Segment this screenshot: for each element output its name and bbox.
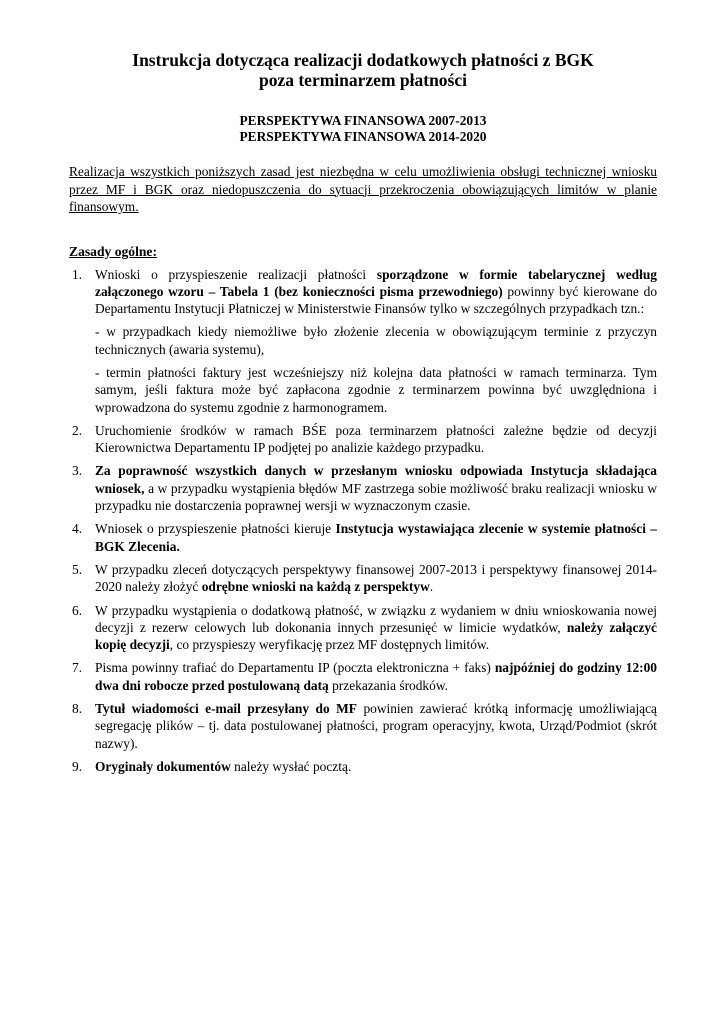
rule-text-part: Wniosek o przyspieszenie płatności kieruje: [95, 521, 336, 537]
rule-text: [95, 659, 657, 694]
rule-number: 2.: [72, 422, 83, 438]
rule-number: 6.: [72, 602, 83, 618]
rule-text-part: W przypadku wystąpienia o dodatkową płatność, w związku z wydaniem w dniu wnioskowania nowej decyzji z rezerw celowych lub dokonania innych przesunięć w limicie wydatków,: [95, 602, 657, 635]
rule-text: [95, 266, 657, 318]
rule-emphasis: Instytucja wystawiająca zlecenie w systemie płatności – BGK Zlecenia.: [95, 521, 657, 554]
rule-text: [95, 422, 657, 457]
rule-text: [95, 561, 657, 596]
rule-number: 1.: [72, 266, 83, 282]
title-line-2: poza terminarzem płatności: [258, 70, 467, 90]
rule-text-part: powinien zawierać krótką informację umożliwiającą segregację plików – tj. data postulowanej płatności, program operacyjny, kwota, Urząd/Podmiot (skrót nazwy).: [95, 701, 657, 751]
rule-number: 9.: [72, 758, 83, 774]
rule-number: 5.: [72, 561, 83, 577]
rule-text-part: Uruchomienie środków w ramach BŚE poza terminarzem płatności zależne będzie od decyzji Kierownictwa Departamentu IP podjętej po analizie każdego przypadku.: [95, 422, 657, 456]
rule-emphasis: najpóźniej do godziny 12:00 dwa dni robocze przed postulowaną datą: [95, 660, 657, 693]
rule-text-part: Pisma powinny trafiać do Departamentu IP (poczta elektroniczna + faks): [95, 660, 495, 676]
section-heading: Zasady ogólne:: [69, 243, 157, 259]
rule-number: 3.: [72, 463, 83, 479]
rule-item-4: [69, 520, 657, 555]
subtitle-line-1: PERSPEKTYWA FINANSOWA 2007-2013: [239, 113, 487, 128]
intro-paragraph: Realizacja wszystkich poniższych zasad jest niezbędna w celu umożliwienia obsługi technicznej wniosku przez MF i BGK oraz niedopuszczenia do sytuacji przekroczenia obowiązujących limitów w planie finansowym.: [69, 164, 657, 214]
rule-item-9: [69, 758, 657, 775]
rule-emphasis: Oryginały dokumentów: [95, 758, 231, 774]
rule-text: [95, 520, 657, 555]
rule-text: [95, 602, 657, 654]
rule-item-7: [69, 659, 657, 694]
rule-number: 8.: [72, 701, 83, 717]
rule-number: 4.: [72, 521, 83, 537]
rule-emphasis: Tytuł wiadomości e-mail przesyłany do MF: [95, 701, 357, 717]
rules-list: [69, 266, 657, 776]
rule-text-part: .: [429, 579, 434, 595]
rule-text-part: , co przyspieszy weryfikację przez MF dostępnych limitów.: [169, 637, 490, 653]
rule-item-8: [69, 700, 657, 752]
rule-text-part: Wnioski o przyspieszenie realizacji płatności: [95, 266, 377, 282]
rule-emphasis: Za poprawność wszystkich danych w przesłanym wniosku odpowiada Instytucja składająca wniosek,: [95, 463, 657, 496]
rule-subpoint-1: - w przypadkach kiedy niemożliwe było złożenie zlecenia w obowiązującym terminie z przyczyn technicznych (awaria systemu),: [95, 324, 657, 357]
rule-number: 7.: [72, 660, 83, 676]
rule-text-part: powinny być kierowane do Departamentu Instytucji Płatniczej w Ministerstwie Finansów tylko w szczególnych przypadkach tzn.:: [95, 283, 658, 317]
rule-emphasis: sporządzone w formie tabelarycznej według załączonego wzoru – Tabela 1 (bez konieczności pisma przewodniego): [95, 266, 657, 299]
rule-item-3: [69, 462, 657, 514]
rule-text: [95, 758, 657, 775]
rule-text-part: przekazania środków.: [328, 677, 448, 693]
rule-emphasis: odrębne wnioski na każdą z perspektyw: [201, 579, 430, 595]
title-line-1: Instrukcja dotycząca realizacji dodatkowych płatności z BGK: [132, 50, 594, 70]
rule-text: [95, 700, 657, 752]
document-title: [69, 50, 657, 90]
document-subtitle: [69, 113, 657, 145]
rule-emphasis: należy załączyć kopię decyzji: [95, 619, 657, 653]
rule-item-6: [69, 602, 657, 654]
rule-item-5: [69, 561, 657, 596]
rule-subpoint-2: - termin płatności faktury jest wcześniejszy niż kolejna data płatności w ramach terminarza. Tym samym, jeśli faktura może być zapłacona zgodnie z terminarzem powinna być uwzględniona i wprowadzona do systemu zgodnie z harmonogramem.: [95, 364, 657, 415]
rule-text-part: a w przypadku wystąpienia błędów MF zastrzega sobie możliwość braku realizacji wniosku w przypadku nie dostarczenia poprawnej wersji w wyznaczonym czasie.: [95, 480, 657, 514]
rule-text-part: W przypadku zleceń dotyczących perspektywy finansowej 2007-2013 i perspektywy finansowej 2014-2020 należy złożyć: [95, 561, 657, 595]
rule-item-2: [69, 422, 657, 457]
rule-item-1: [69, 266, 657, 416]
subtitle-line-2: PERSPEKTYWA FINANSOWA 2014-2020: [239, 129, 487, 144]
rule-text: [95, 462, 657, 514]
rule-text-part: należy wysłać pocztą.: [230, 758, 352, 774]
